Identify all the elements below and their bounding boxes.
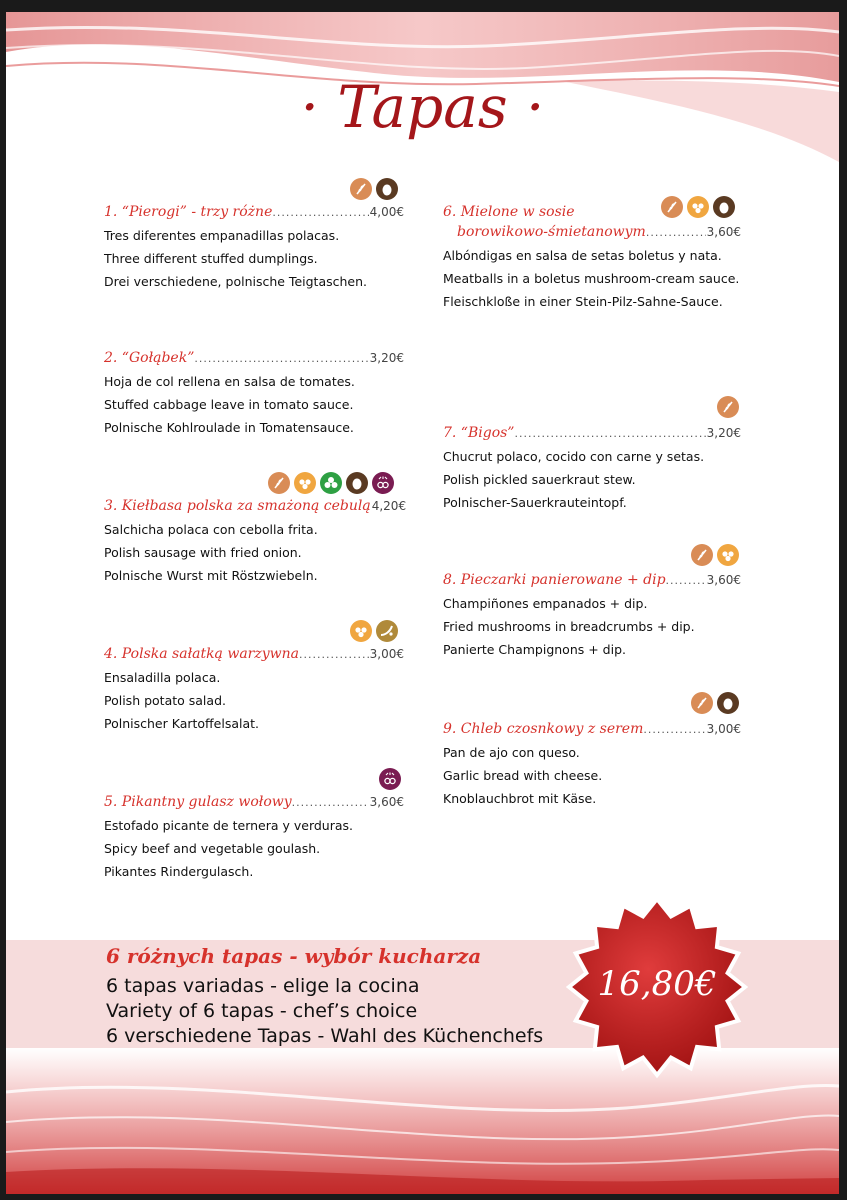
gluten-icon <box>268 472 290 494</box>
allergen-icons <box>350 178 398 200</box>
desc-es: Champiñones empanados + dip. <box>443 596 648 611</box>
leader-dots <box>514 424 705 444</box>
allergen-icons <box>691 544 739 566</box>
desc-en: Garlic bread with cheese. <box>443 768 603 783</box>
item-name: 9. Chleb czosnkowy z serem <box>443 721 644 737</box>
item-price: 3,60€ <box>706 225 741 239</box>
desc-es: Estofado picante de ternera y verduras. <box>104 818 354 833</box>
leader-dots <box>194 349 368 369</box>
desc-en: Polish potato salad. <box>104 693 226 708</box>
combo-line-en: Variety of 6 tapas - chef’s choice <box>106 1000 418 1022</box>
leader-dots <box>646 223 706 243</box>
egg-icon <box>717 692 739 714</box>
desc-en: Stuffed cabbage leave in tomato sauce. <box>104 397 354 412</box>
leader-dots <box>643 720 705 740</box>
leader-dots <box>272 203 368 223</box>
combo-title: 6 różnych tapas - wybór kucharza <box>106 944 482 968</box>
item-price: 3,00€ <box>369 647 404 661</box>
item-price: 3,60€ <box>369 795 404 809</box>
allergen-icons <box>379 768 401 790</box>
desc-en: Polish sausage with fried onion. <box>104 545 302 560</box>
leader-dots <box>292 793 369 813</box>
allergen-icons <box>350 620 398 642</box>
desc-es: Tres diferentes empanadillas polacas. <box>104 228 340 243</box>
desc-de: Knoblauchbrot mit Käse. <box>443 791 597 806</box>
desc-en: Three different stuffed dumplings. <box>104 251 318 266</box>
desc-es: Pan de ajo con queso. <box>443 745 580 760</box>
gluten-icon <box>691 692 713 714</box>
item-name: 6. Mielone w sosie <box>443 204 575 220</box>
menu-item-6 <box>443 202 741 316</box>
item-name-continued: borowikowo-śmietanowym <box>457 224 646 240</box>
menu-item-8 <box>443 570 741 664</box>
desc-en: Fried mushrooms in breadcrumbs + dip. <box>443 619 695 634</box>
desc-de: Polnische Kohlroulade in Tomatensauce. <box>104 420 354 435</box>
menu-item-4 <box>104 644 404 738</box>
desc-de: Fleischkloße in einer Stein-Pilz-Sahne-Sauce. <box>443 294 723 309</box>
combo-price: 16,80€ <box>597 964 717 1004</box>
desc-es: Hoja de col rellena en salsa de tomates. <box>104 374 355 389</box>
allergen-icons <box>268 472 394 494</box>
egg-icon <box>376 178 398 200</box>
item-price: 4,00€ <box>369 205 404 219</box>
gluten-icon <box>717 396 739 418</box>
item-price: 3,60€ <box>706 573 741 587</box>
desc-de: Pikantes Rindergulasch. <box>104 864 254 879</box>
item-price: 3,20€ <box>369 351 404 365</box>
gluten-icon <box>350 178 372 200</box>
menu-item-1 <box>104 202 404 296</box>
menu-item-3 <box>104 496 407 590</box>
sulphite-icon <box>379 768 401 790</box>
leader-dots <box>299 645 369 665</box>
menu-item-2 <box>104 348 404 442</box>
desc-en: Polish pickled sauerkraut stew. <box>443 472 636 487</box>
milk-icon <box>717 544 739 566</box>
milk-icon <box>294 472 316 494</box>
desc-de: Polnischer Kartoffelsalat. <box>104 716 259 731</box>
item-name: 3. Kiełbasa polska za smażoną cebulą <box>104 498 371 514</box>
desc-de: Polnischer-Sauerkrauteintopf. <box>443 495 627 510</box>
desc-de: Drei verschiedene, polnische Teigtaschen. <box>104 274 367 289</box>
item-price: 4,20€ <box>371 499 407 513</box>
desc-de: Panierte Champignons + dip. <box>443 642 626 657</box>
allergen-icons <box>717 396 739 418</box>
desc-es: Salchicha polaca con cebolla frita. <box>104 522 318 537</box>
desc-en: Meatballs in a boletus mushroom-cream sauce. <box>443 271 740 286</box>
item-name: 7. “Bigos” <box>443 425 515 441</box>
desc-es: Ensaladilla polaca. <box>104 670 221 685</box>
item-name: 1. “Pierogi” - trzy różne <box>104 204 273 220</box>
mustard-icon <box>376 620 398 642</box>
sulphite-icon <box>372 472 394 494</box>
menu-page <box>6 12 839 1194</box>
combo-line-es: 6 tapas variadas - elige la cocina <box>106 975 420 997</box>
desc-es: Chucrut polaco, cocido con carne y setas. <box>443 449 705 464</box>
page-title: · Tapas · <box>300 73 545 141</box>
menu-item-5 <box>104 792 404 886</box>
desc-de: Polnische Wurst mit Röstzwiebeln. <box>104 568 318 583</box>
combo-line-de: 6 verschiedene Tapas - Wahl des Küchenchefs <box>106 1025 544 1047</box>
desc-en: Spicy beef and vegetable goulash. <box>104 841 321 856</box>
menu-item-9 <box>443 719 741 813</box>
item-name: 2. “Gołąbek” <box>104 350 195 366</box>
gluten-icon <box>691 544 713 566</box>
item-price: 3,00€ <box>706 722 741 736</box>
menu-item-7 <box>443 423 741 517</box>
item-name: 4. Polska sałatką warzywna <box>104 646 300 662</box>
egg-icon <box>346 472 368 494</box>
item-price: 3,20€ <box>706 426 741 440</box>
leader-dots <box>666 571 706 591</box>
allergen-icons <box>691 692 739 714</box>
item-name: 8. Pieczarki panierowane + dip <box>443 572 666 588</box>
desc-es: Albóndigas en salsa de setas boletus y nata. <box>443 248 722 263</box>
item-name: 5. Pikantny gulasz wołowy <box>104 794 292 810</box>
milk-icon <box>350 620 372 642</box>
celery-icon <box>320 472 342 494</box>
